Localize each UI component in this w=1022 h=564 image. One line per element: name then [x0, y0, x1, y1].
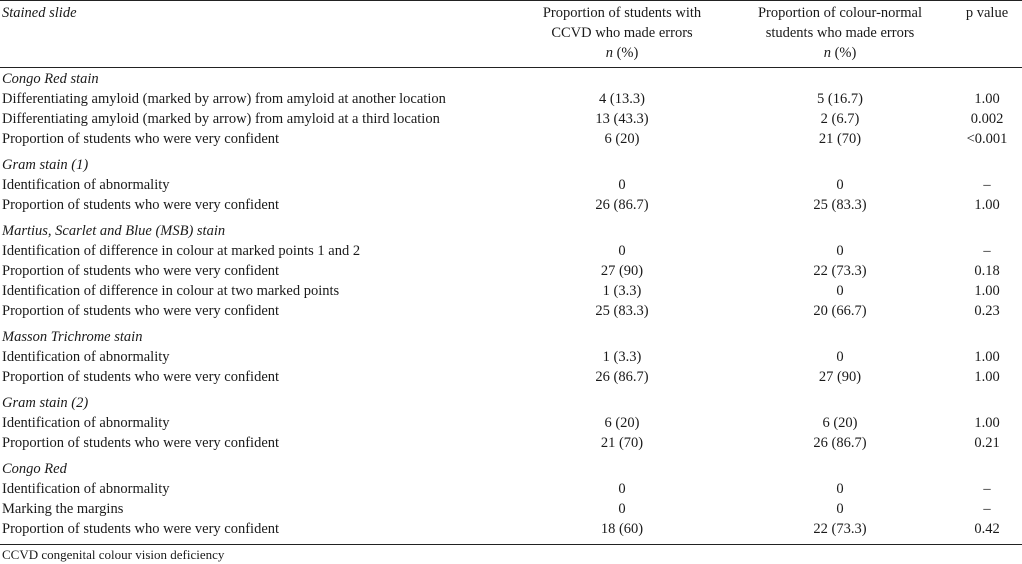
normal-value: 0 — [836, 177, 844, 193]
row-label: Identification of abnormality — [2, 415, 170, 431]
table-row — [0, 195, 1022, 215]
normal-value: 27 (90) — [818, 369, 862, 385]
table-row — [0, 301, 1022, 321]
header-ccvd-line2: CCVD who made errors — [551, 25, 693, 41]
ccvd-value: 0 — [618, 481, 626, 497]
row-label: Identification of difference in colour at marked points 1 and 2 — [2, 243, 361, 259]
table-body — [0, 63, 1022, 539]
section-row — [0, 453, 1022, 479]
row-label: Proportion of students who were very confident — [2, 521, 280, 537]
normal-value: 0 — [836, 501, 844, 517]
header-p-value: p value — [965, 5, 1009, 21]
section-title: Congo Red — [2, 461, 67, 477]
n-label: n — [605, 45, 613, 61]
row-label: Identification of abnormality — [2, 177, 170, 193]
p-value: 1.00 — [974, 91, 1000, 107]
section-row — [0, 321, 1022, 347]
ccvd-value: 27 (90) — [600, 263, 644, 279]
normal-value: 0 — [836, 283, 844, 299]
table-row — [0, 367, 1022, 387]
ccvd-value: 0 — [618, 243, 626, 259]
table-row — [0, 129, 1022, 149]
ccvd-value: 21 (70) — [600, 435, 644, 451]
ccvd-value: 26 (86.7) — [595, 197, 649, 213]
table-row — [0, 347, 1022, 367]
row-label: Identification of difference in colour at two marked points — [2, 283, 340, 299]
row-label: Marking the margins — [2, 501, 124, 517]
p-value: 1.00 — [974, 369, 1000, 385]
p-value: – — [983, 501, 991, 517]
normal-value: 22 (73.3) — [813, 521, 867, 537]
header-ccvd-unit — [516, 43, 728, 63]
p-value: 0.23 — [974, 303, 1000, 319]
ccvd-value: 6 (20) — [604, 131, 640, 147]
table-row — [0, 109, 1022, 129]
section-row — [0, 215, 1022, 241]
normal-value: 6 (20) — [822, 415, 858, 431]
ccvd-value: 0 — [618, 501, 626, 517]
ccvd-value: 26 (86.7) — [595, 369, 649, 385]
normal-value: 25 (83.3) — [813, 197, 867, 213]
normal-value: 20 (66.7) — [813, 303, 867, 319]
pct-label: (%) — [616, 45, 639, 61]
row-label: Differentiating amyloid (marked by arrow) from amyloid at a third location — [2, 111, 440, 127]
p-value: 1.00 — [974, 283, 1000, 299]
row-label: Proportion of students who were very confident — [2, 197, 280, 213]
ccvd-value: 25 (83.3) — [595, 303, 649, 319]
p-value: 0.42 — [974, 521, 1000, 537]
p-value: – — [983, 243, 991, 259]
table-row — [0, 175, 1022, 195]
normal-value: 2 (6.7) — [820, 111, 860, 127]
normal-value: 0 — [836, 349, 844, 365]
ccvd-value: 6 (20) — [604, 415, 640, 431]
p-value: – — [983, 481, 991, 497]
p-value: 1.00 — [974, 197, 1000, 213]
header-ccvd-line1: Proportion of students with — [542, 5, 702, 21]
p-value: 1.00 — [974, 349, 1000, 365]
bottom-rule — [0, 544, 1022, 545]
normal-value: 21 (70) — [818, 131, 862, 147]
p-value: 1.00 — [974, 415, 1000, 431]
header-ccvd-errors — [516, 0, 728, 63]
normal-value: 5 (16.7) — [817, 91, 863, 107]
header-stained-slide: Stained slide — [2, 5, 77, 21]
table-row — [0, 89, 1022, 109]
table-row — [0, 479, 1022, 499]
normal-value: 22 (73.3) — [813, 263, 867, 279]
ccvd-value: 13 (43.3) — [595, 111, 649, 127]
p-value: – — [983, 177, 991, 193]
normal-value: 0 — [836, 243, 844, 259]
section-title: Masson Trichrome stain — [2, 329, 143, 345]
section-title: Gram stain (2) — [2, 395, 89, 411]
table-row — [0, 413, 1022, 433]
ccvd-value: 4 (13.3) — [599, 91, 645, 107]
section-row — [0, 387, 1022, 413]
header-normal-line1: Proportion of colour-normal — [757, 5, 922, 21]
section-title: Gram stain (1) — [2, 157, 89, 173]
section-title: Martius, Scarlet and Blue (MSB) stain — [2, 223, 226, 239]
n-label: n — [823, 45, 831, 61]
ccvd-value: 0 — [618, 177, 626, 193]
table-row — [0, 241, 1022, 261]
p-value: 0.18 — [974, 263, 1000, 279]
row-label: Identification of abnormality — [2, 481, 170, 497]
header-normal-unit — [728, 43, 952, 63]
table-row — [0, 281, 1022, 301]
row-label: Proportion of students who were very confident — [2, 131, 280, 147]
table-row — [0, 519, 1022, 539]
table-row — [0, 499, 1022, 519]
normal-value: 26 (86.7) — [813, 435, 867, 451]
table-row — [0, 261, 1022, 281]
row-label: Differentiating amyloid (marked by arrow) from amyloid at another location — [2, 91, 446, 107]
p-value: 0.002 — [970, 111, 1004, 127]
row-label: Proportion of students who were very confident — [2, 435, 280, 451]
row-label: Proportion of students who were very confident — [2, 369, 280, 385]
header-normal-line2: students who made errors — [765, 25, 915, 41]
table-row — [0, 433, 1022, 453]
p-value: <0.001 — [966, 131, 1008, 147]
normal-value: 0 — [836, 481, 844, 497]
ccvd-value: 18 (60) — [600, 521, 644, 537]
row-label: Identification of abnormality — [2, 349, 170, 365]
top-rule — [0, 0, 1022, 1]
pct-label: (%) — [834, 45, 857, 61]
row-label: Proportion of students who were very confident — [2, 303, 280, 319]
ccvd-value: 1 (3.3) — [602, 283, 642, 299]
section-row — [0, 149, 1022, 175]
header-normal-errors — [728, 0, 952, 63]
section-title: Congo Red stain — [2, 71, 99, 87]
footnote: CCVD congenital colour vision deficiency — [2, 547, 225, 562]
ccvd-value: 1 (3.3) — [602, 349, 642, 365]
table-header — [0, 0, 1022, 63]
p-value: 0.21 — [974, 435, 1000, 451]
header-rule — [0, 67, 1022, 68]
row-label: Proportion of students who were very confident — [2, 263, 280, 279]
